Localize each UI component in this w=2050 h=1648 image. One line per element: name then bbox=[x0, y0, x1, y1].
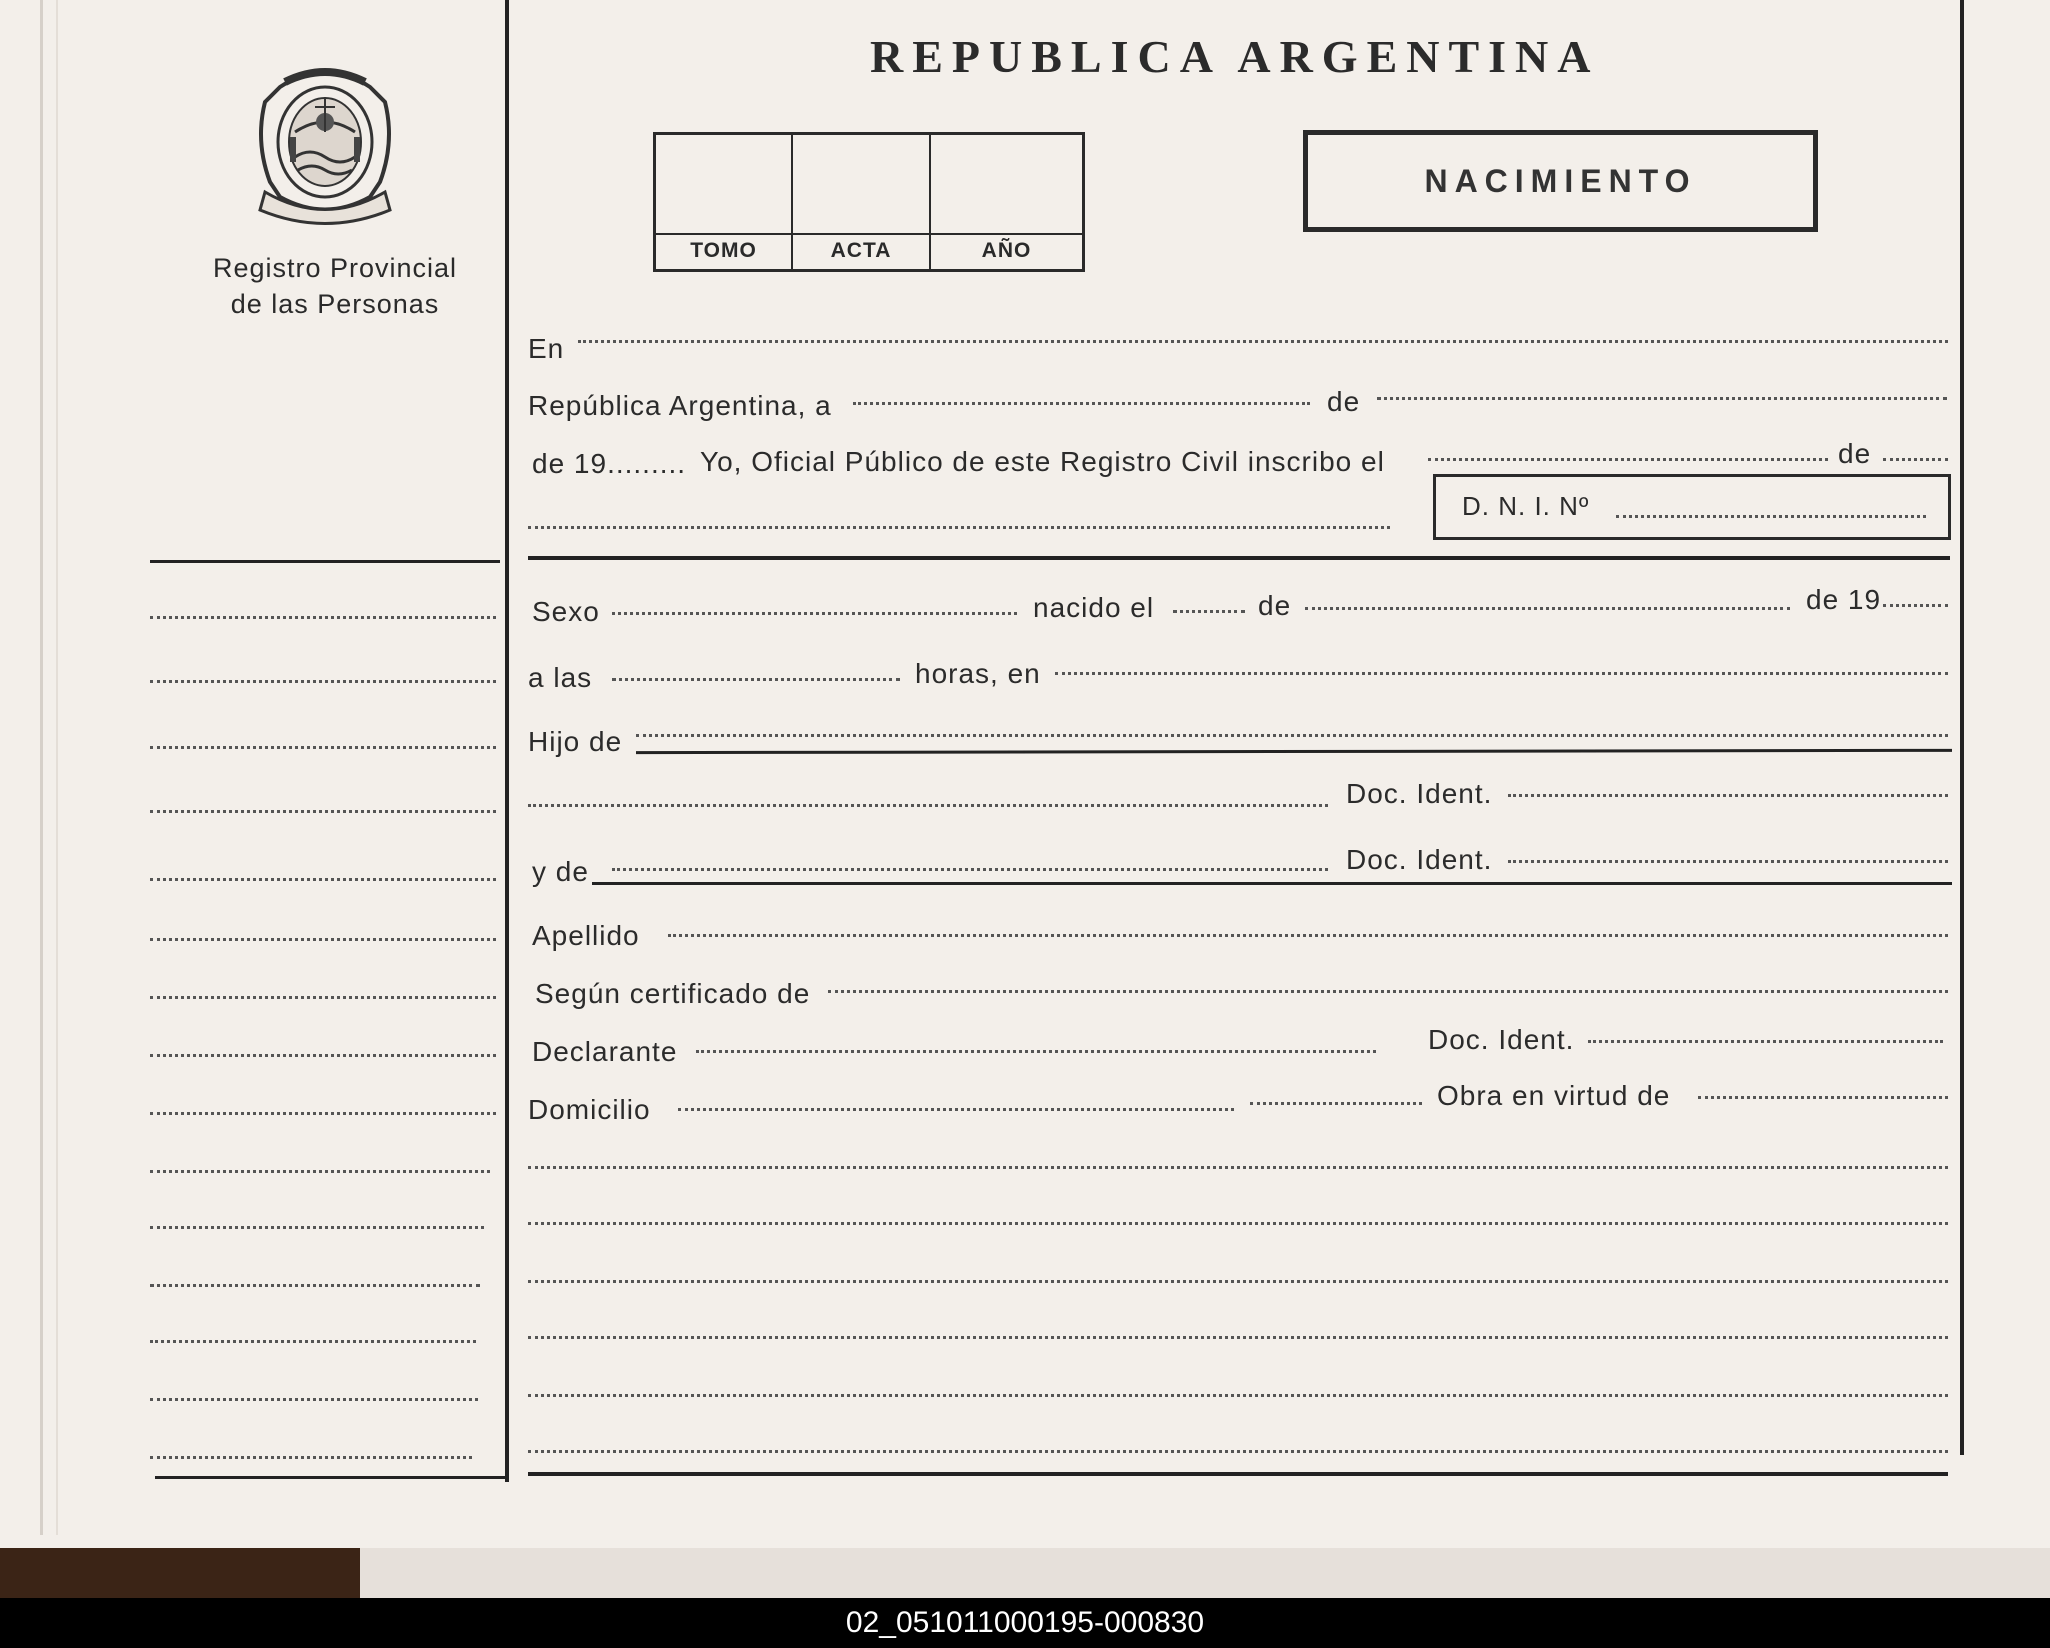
ano-cell[interactable] bbox=[931, 135, 1082, 269]
left-separator bbox=[150, 560, 500, 563]
background-surface bbox=[360, 1548, 2050, 1598]
blank-line-2[interactable] bbox=[528, 1222, 1948, 1225]
label-de-3: de bbox=[1258, 590, 1292, 621]
field-birth-day[interactable] bbox=[1173, 610, 1245, 613]
page-title: REPUBLICA ARGENTINA bbox=[870, 31, 1600, 82]
field-father-doc[interactable] bbox=[1508, 794, 1948, 797]
side-line-12[interactable] bbox=[150, 1284, 480, 1287]
blank-line-6[interactable] bbox=[528, 1450, 1948, 1453]
tomo-label: TOMO bbox=[690, 239, 757, 262]
acta-label: ACTA bbox=[830, 239, 892, 262]
side-line-3[interactable] bbox=[150, 746, 496, 749]
label-hijo: Hijo de bbox=[528, 726, 623, 757]
side-line-13[interactable] bbox=[150, 1340, 476, 1343]
book-cover-edge bbox=[0, 1548, 360, 1598]
side-line-4[interactable] bbox=[150, 810, 496, 813]
field-father-line-2[interactable] bbox=[528, 804, 1328, 807]
provincial-seal-icon bbox=[250, 62, 400, 227]
field-mother[interactable] bbox=[612, 868, 1328, 871]
label-republica: República Argentina, a bbox=[528, 390, 832, 421]
registry-line-2: de las Personas bbox=[230, 289, 440, 319]
field-declarante-doc[interactable] bbox=[1588, 1040, 1943, 1043]
acta-cell[interactable] bbox=[793, 135, 931, 269]
field-birth-month[interactable] bbox=[1305, 607, 1790, 610]
field-official-name[interactable] bbox=[528, 526, 1390, 529]
label-declarante: Declarante bbox=[532, 1036, 678, 1067]
label-year: de 19......... bbox=[532, 448, 687, 479]
page-spine bbox=[40, 0, 43, 1535]
side-line-5[interactable] bbox=[150, 878, 496, 881]
label-y-de: y de bbox=[532, 856, 589, 887]
dni-box bbox=[1433, 474, 1951, 540]
book-reference-box bbox=[653, 132, 1085, 272]
ano-label: AÑO bbox=[981, 239, 1032, 262]
right-border bbox=[1960, 0, 1964, 1455]
field-birth-place[interactable] bbox=[1055, 672, 1948, 675]
field-month[interactable] bbox=[1377, 397, 1947, 400]
left-bottom-rule bbox=[155, 1476, 505, 1479]
registry-name bbox=[185, 250, 485, 322]
record-type-box: NACIMIENTO bbox=[1303, 130, 1818, 232]
blank-line-3[interactable] bbox=[528, 1280, 1948, 1283]
side-line-7[interactable] bbox=[150, 996, 496, 999]
label-de-19: de 19 bbox=[1806, 584, 1882, 615]
field-birth-year[interactable] bbox=[1883, 604, 1948, 607]
side-line-14[interactable] bbox=[150, 1398, 478, 1401]
field-inscription-month[interactable] bbox=[1883, 458, 1948, 461]
mother-rule bbox=[592, 882, 1952, 885]
label-doc-ident-1: Doc. Ident. bbox=[1346, 778, 1493, 809]
left-column-divider bbox=[505, 0, 509, 1482]
page-spine-fold bbox=[56, 0, 58, 1535]
label-nacido: nacido el bbox=[1033, 592, 1155, 623]
field-inscription-date[interactable] bbox=[1428, 458, 1828, 461]
field-en[interactable] bbox=[578, 340, 1948, 343]
image-footer-code: 02_051011000195-000830 bbox=[0, 1598, 2050, 1648]
registry-line-1: Registro Provincial bbox=[212, 253, 458, 283]
field-certificate[interactable] bbox=[828, 990, 1948, 993]
blank-line-1[interactable] bbox=[528, 1166, 1948, 1169]
label-sexo: Sexo bbox=[532, 596, 600, 627]
side-line-11[interactable] bbox=[150, 1226, 484, 1229]
label-doc-ident-2: Doc. Ident. bbox=[1346, 844, 1493, 875]
label-de-2: de bbox=[1838, 438, 1872, 469]
field-day[interactable] bbox=[853, 402, 1310, 405]
label-dni: D. N. I. Nº bbox=[1462, 491, 1590, 521]
field-domicilio-2[interactable] bbox=[1250, 1102, 1422, 1105]
side-line-9[interactable] bbox=[150, 1112, 496, 1115]
field-dni[interactable] bbox=[1616, 515, 1926, 518]
label-obra: Obra en virtud de bbox=[1437, 1080, 1671, 1111]
label-a-las: a las bbox=[528, 662, 593, 693]
field-father[interactable] bbox=[636, 734, 1948, 737]
field-mother-doc[interactable] bbox=[1508, 860, 1948, 863]
label-doc-ident-3: Doc. Ident. bbox=[1428, 1024, 1575, 1055]
label-en: En bbox=[528, 333, 565, 364]
label-oficial: Yo, Oficial Público de este Registro Civil inscribo el bbox=[700, 446, 1385, 477]
field-obra[interactable] bbox=[1698, 1096, 1948, 1099]
bottom-rule bbox=[528, 1472, 1948, 1476]
blank-line-5[interactable] bbox=[528, 1394, 1948, 1397]
label-segun: Según certificado de bbox=[535, 978, 811, 1009]
label-domicilio: Domicilio bbox=[528, 1094, 651, 1125]
field-sexo[interactable] bbox=[612, 612, 1017, 615]
field-domicilio[interactable] bbox=[678, 1108, 1234, 1111]
field-apellido[interactable] bbox=[668, 934, 1948, 937]
tomo-cell[interactable] bbox=[656, 135, 793, 269]
side-line-10[interactable] bbox=[150, 1170, 490, 1173]
side-line-15[interactable] bbox=[150, 1456, 472, 1459]
side-line-1[interactable] bbox=[150, 616, 496, 619]
father-rule bbox=[636, 749, 1952, 754]
label-apellido: Apellido bbox=[532, 920, 640, 951]
field-declarante[interactable] bbox=[696, 1050, 1376, 1053]
label-horas: horas, en bbox=[915, 658, 1041, 689]
side-line-8[interactable] bbox=[150, 1054, 496, 1057]
main-separator bbox=[528, 556, 1950, 560]
blank-line-4[interactable] bbox=[528, 1336, 1948, 1339]
side-line-2[interactable] bbox=[150, 680, 496, 683]
side-line-6[interactable] bbox=[150, 938, 496, 941]
field-hour[interactable] bbox=[612, 678, 900, 681]
label-de-1: de bbox=[1327, 386, 1361, 417]
